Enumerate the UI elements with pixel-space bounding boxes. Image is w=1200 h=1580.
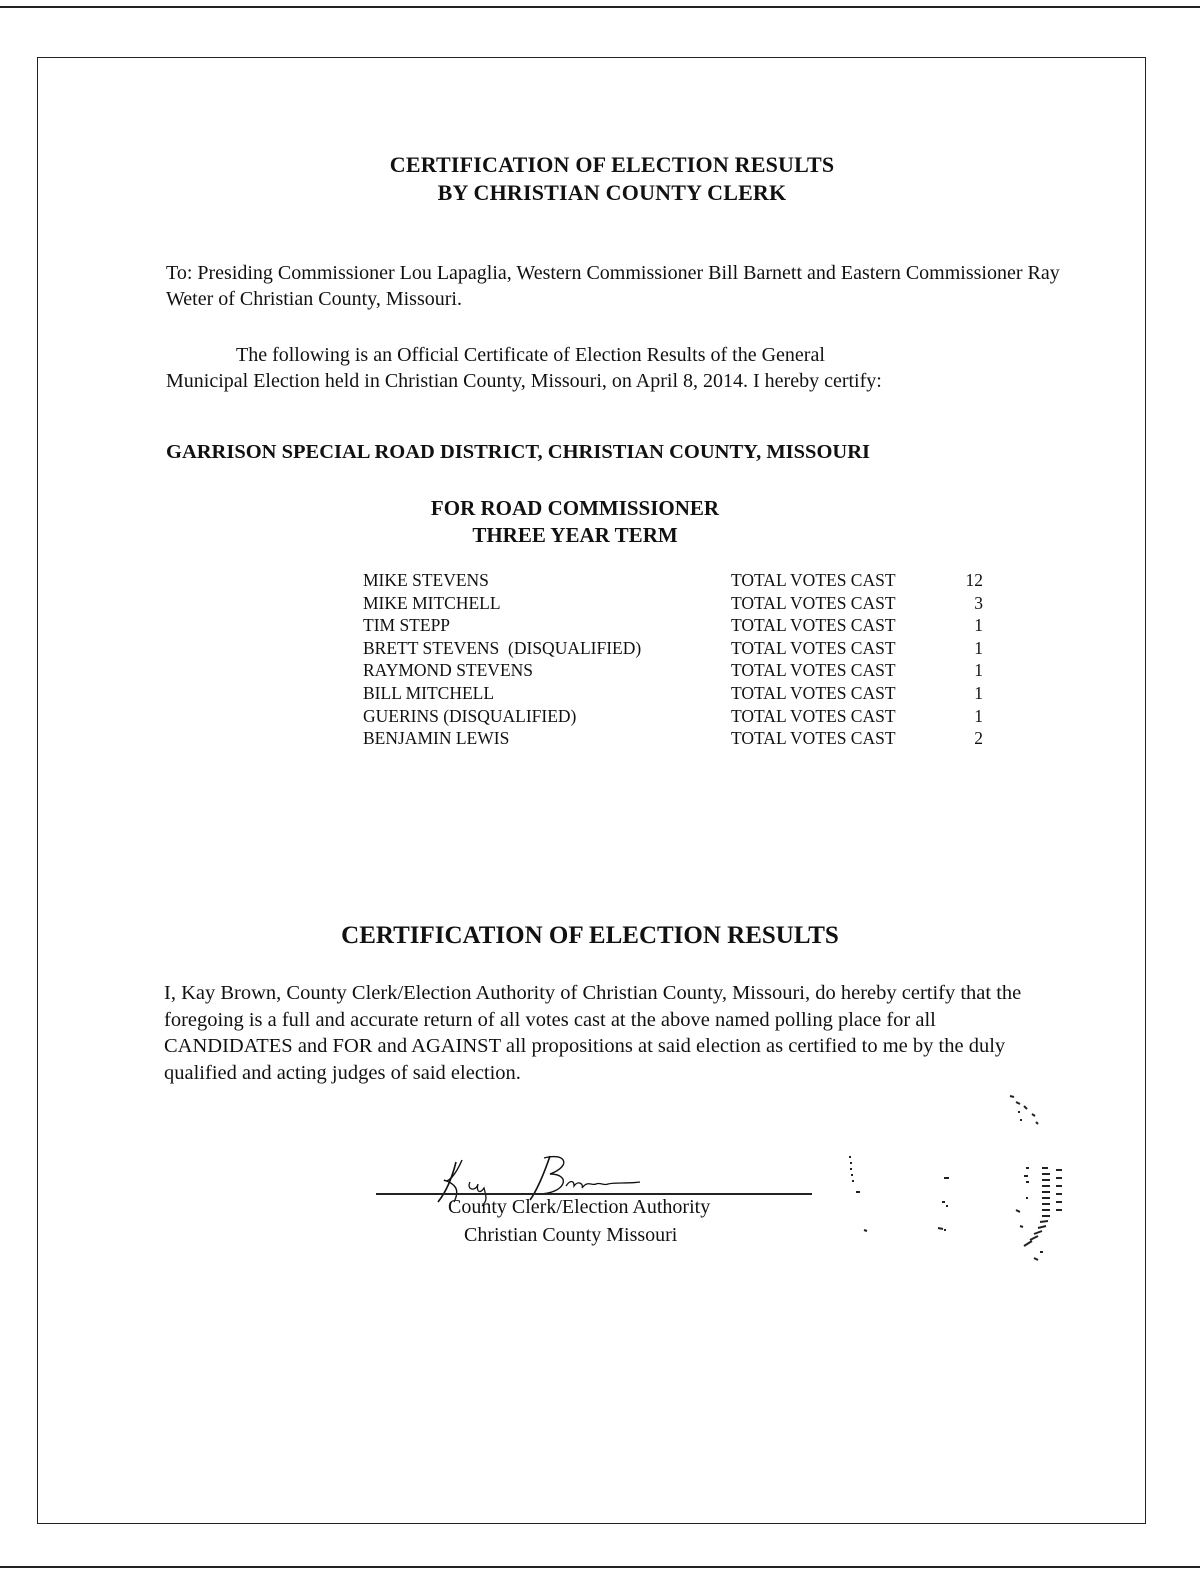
document-title: CERTIFICATION OF ELECTION RESULTS	[389, 152, 835, 177]
certification-body: I, Kay Brown, County Clerk/Election Authority of Christian County, Missouri, do hereby certify that the foregoing is a full and accurate return of all votes cast at the above named polling place for all CANDIDATES and FOR and AGAINST all propositions at said election as certified to me by the duly qualified and acting judges of said election.	[164, 982, 1022, 1084]
votes-label: TOTAL VOTES CAST	[731, 728, 896, 749]
candidate-name: TIM STEPP	[363, 615, 451, 636]
candidate-name: MIKE MITCHELL	[363, 592, 501, 613]
scan-edge-bottom	[0, 1566, 1200, 1568]
vote-count: 1	[974, 705, 983, 726]
result-row	[363, 593, 983, 616]
vote-count: 2	[974, 728, 983, 749]
certification-heading: CERTIFICATION OF ELECTION RESULTS	[341, 922, 839, 949]
vote-count: 1	[974, 637, 983, 658]
vote-count: 1	[974, 682, 983, 703]
scan-edge-top	[0, 6, 1200, 8]
candidate-name: RAYMOND STEVENS	[363, 660, 534, 681]
intro-line-2: Municipal Election held in Christian County, Missouri, on April 8, 2014. I hereby certify:	[166, 370, 882, 392]
votes-label: TOTAL VOTES CAST	[731, 615, 896, 636]
result-row	[363, 570, 983, 593]
signature-line	[376, 1193, 812, 1195]
signatory-county: Christian County Missouri	[464, 1224, 678, 1246]
result-row	[363, 728, 983, 751]
vote-count: 1	[974, 660, 983, 681]
vote-count: 12	[965, 570, 983, 590]
candidate-name: BILL MITCHELL	[363, 682, 495, 703]
candidate-name: BENJAMIN LEWIS	[363, 728, 510, 749]
votes-label: TOTAL VOTES CAST	[731, 682, 896, 703]
district-heading: GARRISON SPECIAL ROAD DISTRICT, CHRISTIAN COUNTY, MISSOURI	[166, 441, 870, 463]
signatory-title: County Clerk/Election Authority	[448, 1196, 711, 1218]
embossed-seal-marks	[820, 1080, 1100, 1290]
result-row	[363, 615, 983, 638]
document-subtitle: BY CHRISTIAN COUNTY CLERK	[437, 180, 787, 205]
votes-label: TOTAL VOTES CAST	[731, 660, 896, 681]
intro-paragraph	[166, 342, 1066, 394]
result-row	[363, 683, 983, 706]
office-heading: FOR ROAD COMMISSIONER	[430, 496, 720, 520]
votes-label: TOTAL VOTES CAST	[731, 570, 896, 590]
candidate-name: GUERINS (DISQUALIFIED)	[363, 705, 577, 726]
vote-count: 1	[974, 615, 983, 636]
term-heading: THREE YEAR TERM	[472, 523, 678, 547]
result-row	[363, 706, 983, 729]
candidate-name: BRETT STEVENS (DISQUALIFIED)	[363, 637, 642, 658]
addressee-paragraph: To: Presiding Commissioner Lou Lapaglia, Western Commissioner Bill Barnett and Eastern Commissioner Ray Weter of Christian County, Missouri.	[166, 262, 1060, 310]
result-row	[363, 660, 983, 683]
results-list	[363, 570, 983, 751]
intro-line-1: The following is an Official Certificate of Election Results of the General	[236, 344, 825, 366]
votes-label: TOTAL VOTES CAST	[731, 637, 896, 658]
votes-label: TOTAL VOTES CAST	[731, 705, 896, 726]
vote-count: 3	[974, 592, 983, 613]
candidate-name: MIKE STEVENS	[363, 570, 489, 590]
votes-label: TOTAL VOTES CAST	[731, 592, 896, 613]
result-row	[363, 638, 983, 661]
